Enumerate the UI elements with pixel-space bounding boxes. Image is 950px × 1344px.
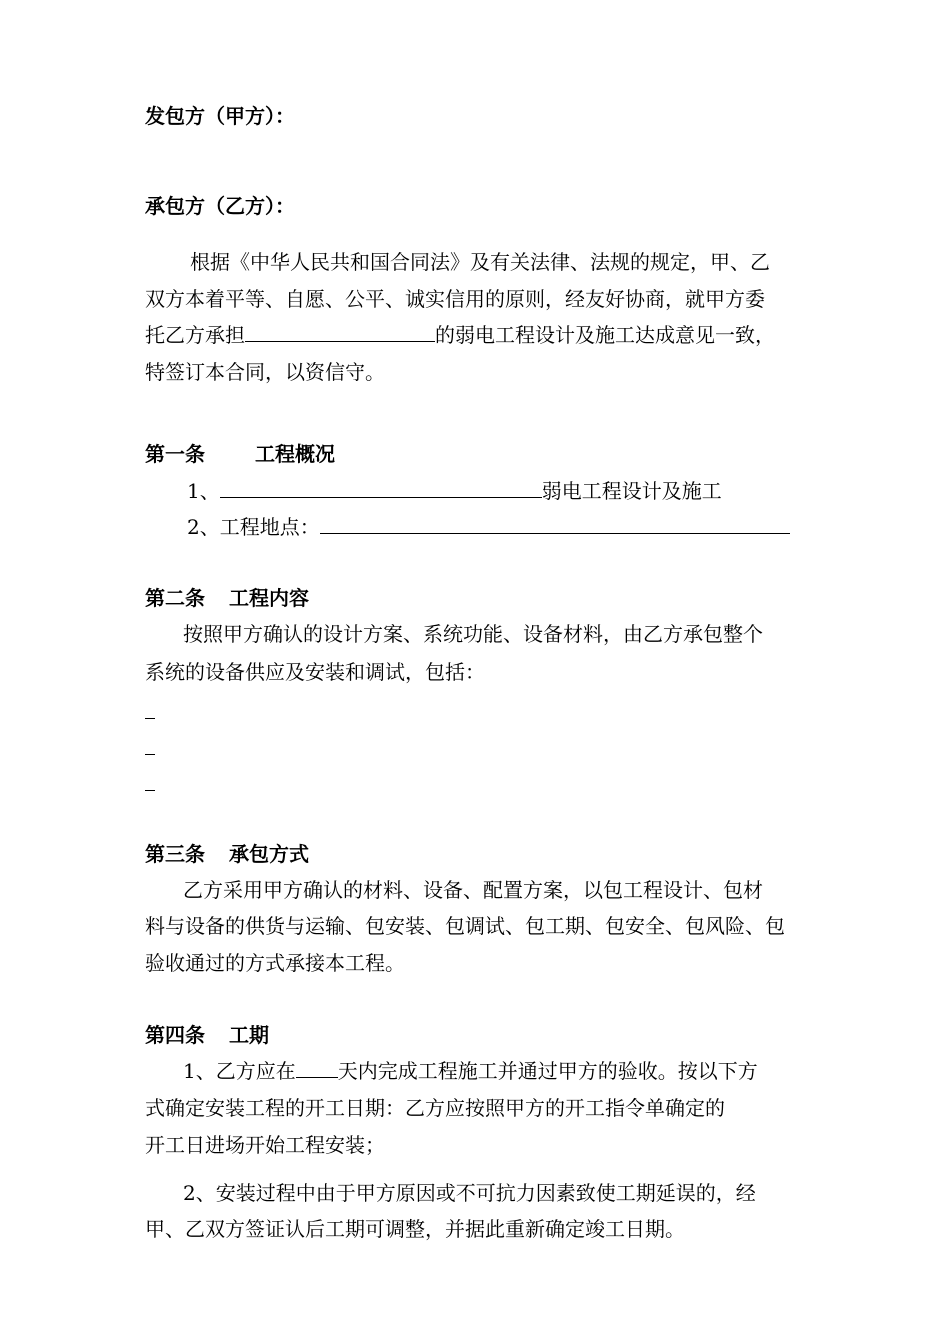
- project-location-blank[interactable]: [320, 515, 790, 534]
- article-3-number: 第三条: [145, 842, 205, 866]
- article-2-line-1: 按照甲方确认的设计方案、系统功能、设备材料，由乙方承包整个: [183, 622, 763, 646]
- article-2-number: 第二条: [145, 586, 205, 610]
- article-4-para-1-line-3: 开工日进场开始工程安装；: [145, 1133, 385, 1157]
- days-blank[interactable]: [296, 1059, 338, 1078]
- article-3-title: 承包方式: [229, 842, 309, 866]
- article-1-item-2: [187, 515, 790, 539]
- article-1-heading: [145, 442, 335, 466]
- article-1-number: 第一条: [145, 442, 205, 466]
- preamble-line-3-end: 的弱电工程设计及施工达成意见一致，: [435, 323, 775, 347]
- article-4-number: 第四条: [145, 1023, 205, 1047]
- article-1-item-1-text: 弱电工程设计及施工: [541, 479, 722, 503]
- party-a-label: 发包方（甲方）：: [145, 104, 295, 128]
- preamble-line-1: 根据《中华人民共和国合同法》及有关法律、法规的规定，甲、乙: [190, 250, 770, 274]
- project-name-blank[interactable]: [245, 323, 435, 342]
- article-2-title: 工程内容: [229, 586, 309, 610]
- article-4-para-2-line-2: 甲、乙双方签证认后工期可调整，并据此重新确定竣工日期。: [145, 1217, 685, 1241]
- scope-item-blank-3[interactable]: [145, 790, 155, 791]
- article-2-line-2: 系统的设备供应及安装和调试，包括：: [145, 660, 485, 684]
- preamble-line-3-start: 托乙方承担: [145, 323, 245, 347]
- article-1-item-1-number: 1、: [187, 479, 220, 503]
- article-3-line-1: 乙方采用甲方确认的材料、设备、配置方案，以包工程设计、包材: [183, 878, 763, 902]
- article-4-para-1-line-1: [183, 1059, 758, 1083]
- article-4-heading: [145, 1023, 269, 1047]
- preamble-line-4: 特签订本合同，以资信守。: [145, 360, 385, 384]
- preamble-line-3: [145, 323, 775, 347]
- article-4-para-1-end: 天内完成工程施工并通过甲方的验收。按以下方: [337, 1059, 758, 1083]
- project-title-blank[interactable]: [220, 479, 542, 498]
- preamble-line-2: 双方本着平等、自愿、公平、诚实信用的原则，经友好协商，就甲方委: [145, 287, 765, 311]
- scope-item-blank-2[interactable]: [145, 754, 155, 755]
- article-1-item-2-label: 2、工程地点：: [187, 515, 320, 539]
- article-4-para-1-line-2: 式确定安装工程的开工日期：乙方应按照甲方的开工指令单确定的: [145, 1096, 725, 1120]
- article-4-para-1-start: 1、乙方应在: [183, 1059, 296, 1083]
- party-b-label: 承包方（乙方）：: [145, 194, 295, 218]
- article-1-title: 工程概况: [255, 442, 335, 466]
- article-2-heading: [145, 586, 309, 610]
- scope-item-blank-1[interactable]: [145, 718, 155, 719]
- article-1-item-1: [187, 479, 722, 503]
- article-3-line-2: 料与设备的供货与运输、包安装、包调试、包工期、包安全、包风险、包: [145, 914, 785, 938]
- article-3-heading: [145, 842, 309, 866]
- article-4-title: 工期: [229, 1023, 269, 1047]
- article-4-para-2-line-1: 2、安装过程中由于甲方原因或不可抗力因素致使工期延误的，经: [183, 1181, 756, 1205]
- article-3-line-3: 验收通过的方式承接本工程。: [145, 951, 405, 975]
